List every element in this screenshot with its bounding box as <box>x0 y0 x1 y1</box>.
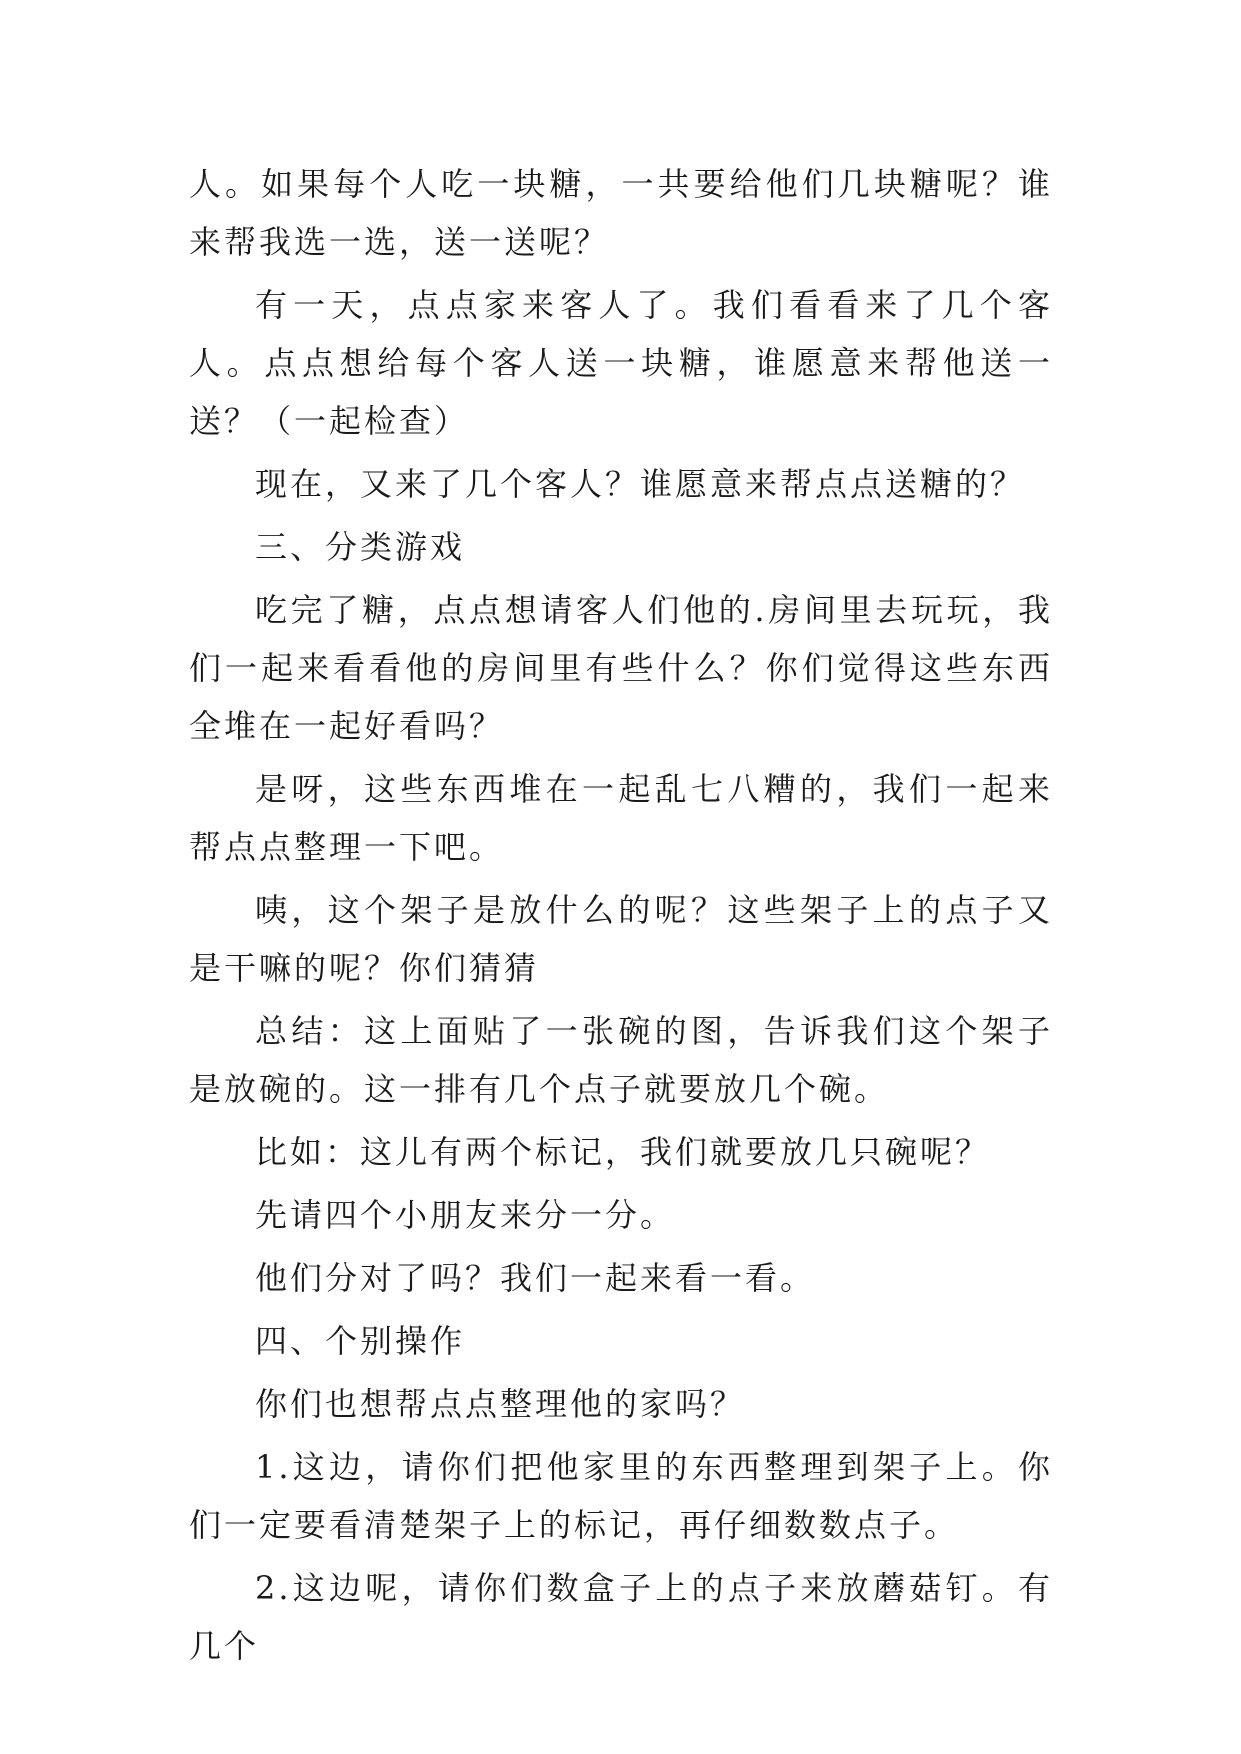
paragraph-2: 有一天，点点家来客人了。我们看看来了几个客人。点点想给每个客人送一块糖，谁愿意来帮他送一送？（一起检查） <box>189 286 1053 440</box>
paragraph-6: 是呀，这些东西堆在一起乱七八糟的，我们一起来帮点点整理一下吧。 <box>189 770 1053 866</box>
paragraph-14: 1.这边，请你们把他家里的东西整理到架子上。你们一定要看清楚架子上的标记，再仔细数数点子。 <box>189 1448 1053 1544</box>
paragraph-5: 吃完了糖，点点想请客人们他的.房间里去玩玩，我们一起来看看他的房间里有些什么？你们觉得这些东西全堆在一起好看吗？ <box>189 591 1053 745</box>
paragraph-10: 先请四个小朋友来分一分。 <box>255 1196 676 1234</box>
paragraph-8: 总结：这上面贴了一张碗的图，告诉我们这个架子是放碗的。这一排有几个点子就要放几个碗。 <box>189 1012 1053 1108</box>
section-heading-4: 四、个别操作 <box>255 1322 466 1360</box>
paragraph-11: 他们分对了吗？我们一起来看一看。 <box>255 1259 816 1297</box>
section-heading-3: 三、分类游戏 <box>255 528 466 566</box>
document-page <box>189 155 1053 1680</box>
paragraph-3: 现在，又来了几个客人？谁愿意来帮点点送糖的？ <box>255 465 1026 503</box>
paragraph-1: 人。如果每个人吃一块糖，一共要给他们几块糖呢？谁来帮我选一选，送一送呢？ <box>189 165 1053 261</box>
paragraph-7: 咦，这个架子是放什么的呢？这些架子上的点子又是干嘛的呢？你们猜猜 <box>189 891 1053 987</box>
paragraph-13: 你们也想帮点点整理他的家吗？ <box>255 1385 746 1423</box>
paragraph-9: 比如：这儿有两个标记，我们就要放几只碗呢？ <box>255 1133 991 1171</box>
paragraph-15: 2.这边呢，请你们数盒子上的点子来放蘑菇钉。有几个 <box>189 1569 1053 1665</box>
